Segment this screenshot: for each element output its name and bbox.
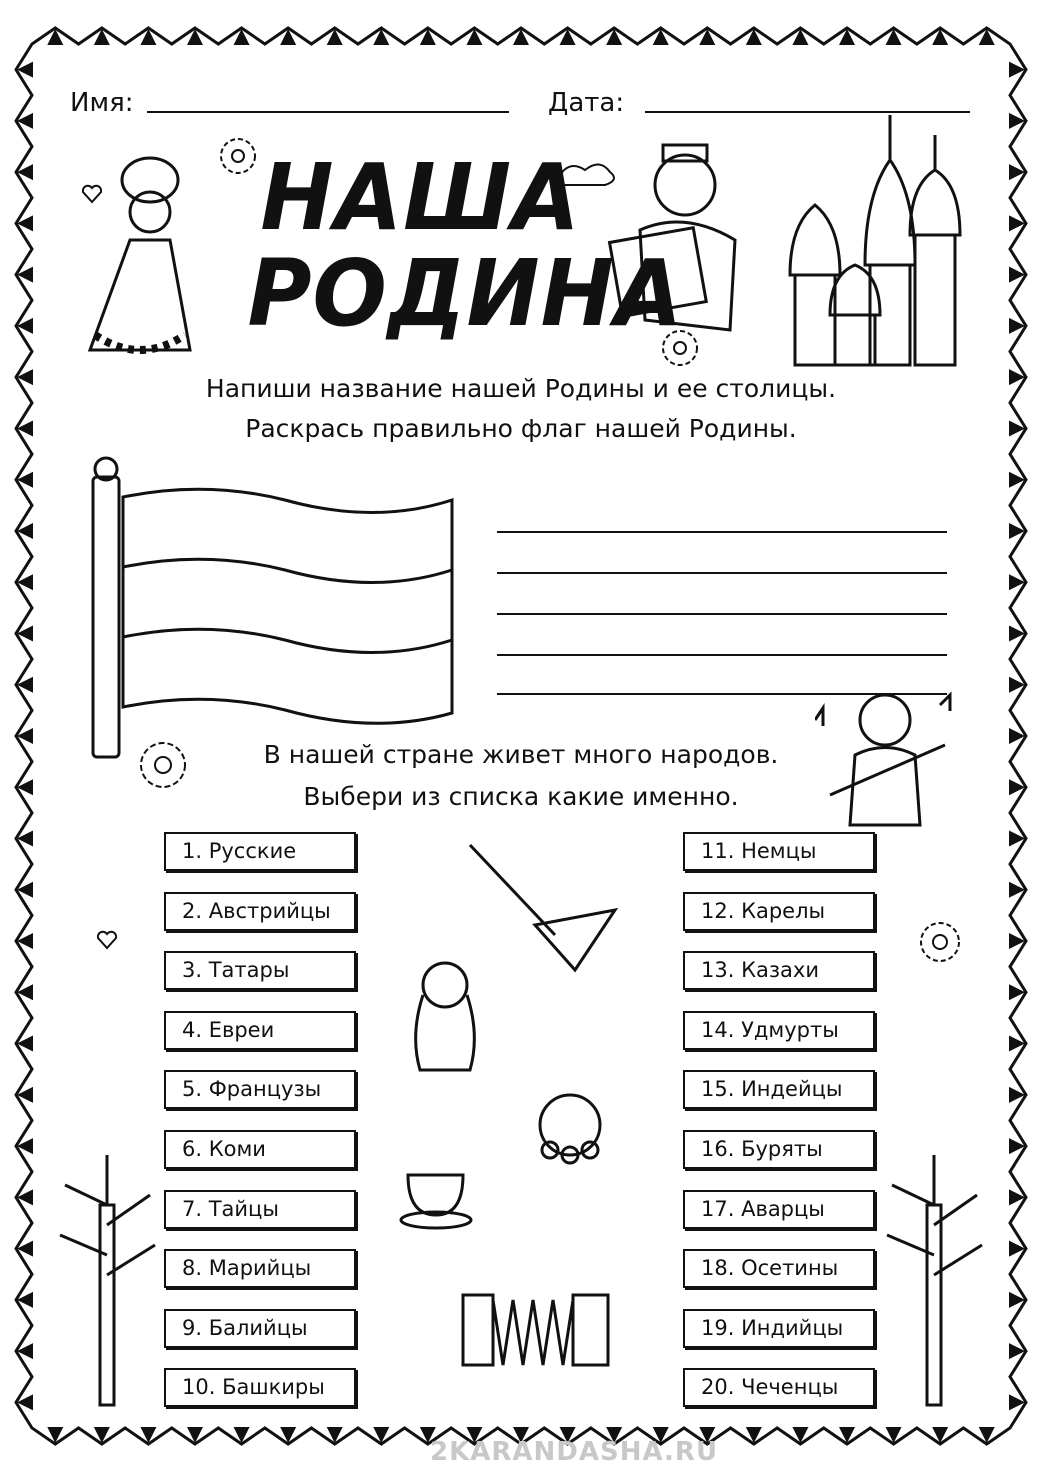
nationality-option[interactable]: 11. Немцы <box>683 832 875 871</box>
nationality-option[interactable]: 3. Татары <box>164 951 356 990</box>
nationality-option[interactable]: 13. Казахи <box>683 951 875 990</box>
title-line-2: РОДИНА <box>247 240 684 347</box>
instruction-line-3: В нашей стране живет много народов. <box>263 740 779 769</box>
answer-line[interactable] <box>497 531 947 533</box>
nationality-option[interactable]: 16. Буряты <box>683 1130 875 1169</box>
watermark: 2KARANDASHA.RU <box>430 1437 719 1467</box>
answer-line[interactable] <box>497 572 947 574</box>
heart-icon <box>95 928 119 952</box>
nationality-option[interactable]: 17. Аварцы <box>683 1190 875 1229</box>
answer-line[interactable] <box>497 613 947 615</box>
flower-icon <box>918 920 962 964</box>
nationality-option[interactable]: 4. Евреи <box>164 1011 356 1050</box>
russian-flag-outline[interactable] <box>85 455 465 765</box>
st-basil-cathedral-illustration <box>770 115 970 370</box>
nationality-option[interactable]: 1. Русские <box>164 832 356 871</box>
nationality-option[interactable]: 9. Балийцы <box>164 1309 356 1348</box>
flower-icon <box>660 328 700 368</box>
bagels-illustration <box>530 1075 610 1165</box>
nationality-option[interactable]: 14. Удмурты <box>683 1011 875 1050</box>
balalaika-illustration <box>465 840 620 975</box>
tea-cup-illustration <box>398 1135 498 1245</box>
nationality-option[interactable]: 18. Осетины <box>683 1249 875 1288</box>
instruction-line-1: Напиши название нашей Родины и ее столицы. <box>205 374 837 403</box>
date-input-line[interactable] <box>645 111 970 113</box>
nationality-option[interactable]: 10. Башкиры <box>164 1368 356 1407</box>
nationality-option[interactable]: 20. Чеченцы <box>683 1368 875 1407</box>
answer-line[interactable] <box>497 654 947 656</box>
nationality-option[interactable]: 12. Карелы <box>683 892 875 931</box>
birch-tree-illustration <box>55 1145 160 1410</box>
nationality-option[interactable]: 6. Коми <box>164 1130 356 1169</box>
flower-icon <box>218 136 258 176</box>
accordion-illustration <box>458 1280 613 1375</box>
heart-icon <box>80 182 104 206</box>
nationality-option[interactable]: 15. Индейцы <box>683 1070 875 1109</box>
matryoshka-illustration <box>410 955 480 1075</box>
instruction-line-2: Раскрась правильно флаг нашей Родины. <box>245 414 797 443</box>
nationality-option[interactable]: 8. Марийцы <box>164 1249 356 1288</box>
instruction-line-4: Выбери из списка какие именно. <box>303 782 739 811</box>
nationality-option[interactable]: 7. Тайцы <box>164 1190 356 1229</box>
date-label: Дата: <box>548 88 625 118</box>
name-input-line[interactable] <box>147 111 509 113</box>
name-label: Имя: <box>70 88 134 118</box>
nationality-option[interactable]: 2. Австрийцы <box>164 892 356 931</box>
bear-accordion-illustration <box>555 140 745 340</box>
birch-tree-illustration <box>882 1145 987 1410</box>
nationality-option[interactable]: 5. Французы <box>164 1070 356 1109</box>
nationality-option[interactable]: 19. Индийцы <box>683 1309 875 1348</box>
title-line-1: НАША <box>260 144 581 251</box>
